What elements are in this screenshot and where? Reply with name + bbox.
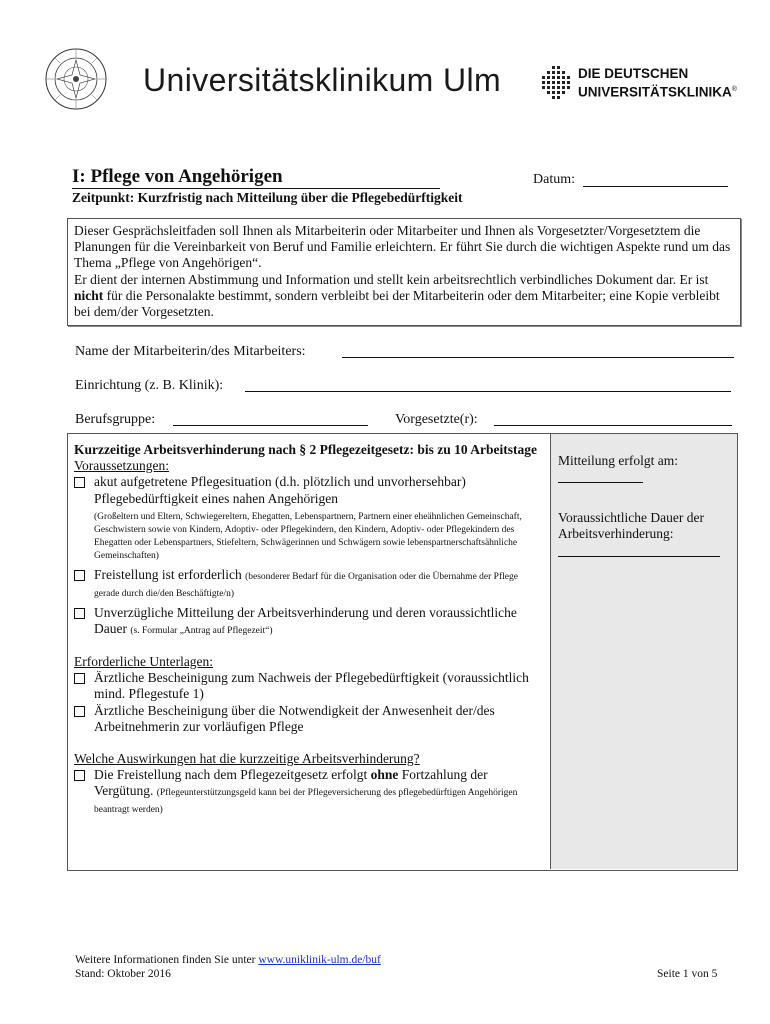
duration-label: Voraussichtliche Dauer der Arbeitsverhinderung:	[558, 510, 704, 542]
effect-1-c: Fortzahlung der Vergütung.	[94, 767, 488, 799]
prereq-3-text	[94, 605, 544, 638]
footer-info-prefix: Weitere Informationen finden Sie unter	[75, 954, 259, 966]
prereq-item-3	[74, 605, 544, 638]
dukl-line-2	[578, 82, 737, 101]
employee-name-line[interactable]	[342, 357, 734, 358]
prereq-2-note: (besonderer Bedarf für die Organisation oder die Übernahme der Pflege gerade durch die/den Beschäftigte/n)	[94, 571, 518, 599]
checkbox-prereq-2[interactable]	[74, 570, 85, 581]
duration-line[interactable]	[558, 556, 720, 557]
footer-stand: Stand: Oktober 2016	[75, 968, 171, 980]
prereq-heading: Voraussetzungen:	[74, 458, 169, 474]
footer-info	[75, 953, 381, 967]
profession-line[interactable]	[173, 425, 368, 426]
dukl-line-2-text: UNIVERSITÄTSKLINIKA	[578, 84, 732, 100]
prereq-item-1	[74, 474, 544, 562]
intro-p2-c: für die Personalakte bestimmt, sondern verbleibt bei der Mitarbeiterin oder dem Mitarbeiter; eine Kopie verbleibt bei dem/der Vorgesetzten.	[74, 287, 720, 320]
effect-1-note: (Pflegeunterstützungsgeld kann bei der Pflegeversicherung des pflegebedürftigen Angehörigen beantragt werden)	[94, 788, 518, 816]
section-heading: Kurzzeitige Arbeitsverhinderung nach § 2 Pflegezeitgesetz: bis zu 10 Arbeitstage	[74, 442, 538, 457]
checkbox-prereq-1[interactable]	[74, 477, 85, 488]
side-column	[550, 434, 737, 869]
date-label: Datum:	[533, 172, 575, 187]
dukl-line-1: DIE DEUTSCHEN	[578, 66, 689, 81]
notice-label: Mitteilung erfolgt am:	[558, 453, 678, 468]
dukl-logo-text	[578, 66, 737, 101]
intro-p2-emphasis: nicht	[74, 287, 104, 303]
prereq-3-main: Unverzügliche Mitteilung der Arbeitsverhinderung und deren voraussichtliche Dauer	[94, 604, 517, 637]
date-input-line[interactable]	[583, 186, 728, 187]
dukl-logo-icon	[540, 66, 572, 102]
intro-text	[74, 223, 734, 320]
prereq-item-2	[74, 567, 544, 601]
prereq-3-note: (s. Formular „Antrag auf Pflegezeit“)	[130, 626, 273, 637]
institution-name: Universitätsklinikum Ulm	[143, 62, 502, 98]
prereq-1-text	[94, 474, 544, 562]
effect-item-1	[74, 767, 544, 817]
title-underline	[72, 188, 440, 189]
university-seal-logo	[44, 47, 108, 111]
form-subtitle: Zeitpunkt: Kurzfristig nach Mitteilung über die Pflegebedürftigkeit	[72, 190, 463, 205]
doc-2-text: Ärztliche Bescheinigung über die Notwendigkeit der Anwesenheit der/des Arbeitnehmerin zur vorläufigen Pflege	[94, 702, 495, 734]
profession-label: Berufsgruppe:	[75, 412, 156, 427]
intro-p2-a: Er dient der internen Abstimmung und Information und stellt kein arbeitsrechtlich verbindliches Dokument dar. Er ist	[74, 271, 709, 287]
supervisor-line[interactable]	[494, 425, 732, 426]
effect-1-text	[94, 767, 544, 817]
document-item-2	[74, 703, 544, 735]
documents-heading: Erforderliche Unterlagen:	[74, 654, 214, 670]
effect-1-a: Die Freistellung nach dem Pflegezeitgesetz erfolgt	[94, 767, 371, 783]
notice-date-line[interactable]	[558, 482, 643, 483]
checkbox-prereq-3[interactable]	[74, 608, 85, 619]
footer-link[interactable]: www.uniklinik-ulm.de/buf	[258, 954, 381, 966]
page-number: Seite 1 von 5	[657, 968, 718, 980]
effects-heading: Welche Auswirkungen hat die kurzzeitige Arbeitsverhinderung?	[74, 751, 420, 767]
effect-1-emphasis: ohne	[370, 767, 399, 783]
prereq-2-main: Freistellung ist erforderlich	[94, 566, 242, 582]
prereq-1-note: (Großeltern und Eltern, Schwiegereltern, Ehegatten, Lebenspartnern, Partnern einer eheähnlichen Gemeinschaft, Geschwistern sowie von Kindern, Adoptiv- oder Pflegekindern, den Kindern, Adoptiv- oder Pflegekindern des Ehegatten oder Lebenspartners, Stiefeltern, Schwägerinnen und Schwägern sowie lebenspartnerschaftsähnliche Gemeinschaften)	[94, 511, 522, 561]
intro-paragraph-2	[74, 272, 734, 321]
prereq-2-text	[94, 567, 544, 601]
intro-paragraph-1: Dieser Gesprächsleitfaden soll Ihnen als Mitarbeiterin oder Mitarbeiter und Ihnen als Vorgesetzter/Vorgesetztem die Planungen für die Vereinbarkeit von Beruf und Familie erleichtern. Er führt Sie durch die wichtigen Aspekte rund um das Thema „Pflege von Angehörigen“.	[74, 223, 731, 271]
doc-1-text: Ärztliche Bescheinigung zum Nachweis der Pflegebedürftigkeit (voraussichtlich mind. Pflegestufe 1)	[94, 670, 529, 702]
left-column-content	[74, 442, 544, 817]
facility-label: Einrichtung (z. B. Klinik):	[75, 378, 224, 393]
supervisor-label: Vorgesetzte(r):	[395, 412, 478, 427]
checkbox-effect-1[interactable]	[74, 770, 85, 781]
facility-line[interactable]	[245, 391, 731, 392]
prereq-1-main: akut aufgetretene Pflegesituation (d.h. plötzlich und unvorhersehbar) Pflegebedürftigkeit eines nahen Angehörigen	[94, 474, 466, 506]
registered-mark: ®	[731, 86, 737, 93]
checkbox-doc-2[interactable]	[74, 706, 85, 717]
checkbox-doc-1[interactable]	[74, 673, 85, 684]
employee-name-label: Name der Mitarbeiterin/des Mitarbeiters:	[75, 344, 306, 359]
document-item-1	[74, 670, 544, 702]
form-title: I: Pflege von Angehörigen	[72, 166, 283, 187]
